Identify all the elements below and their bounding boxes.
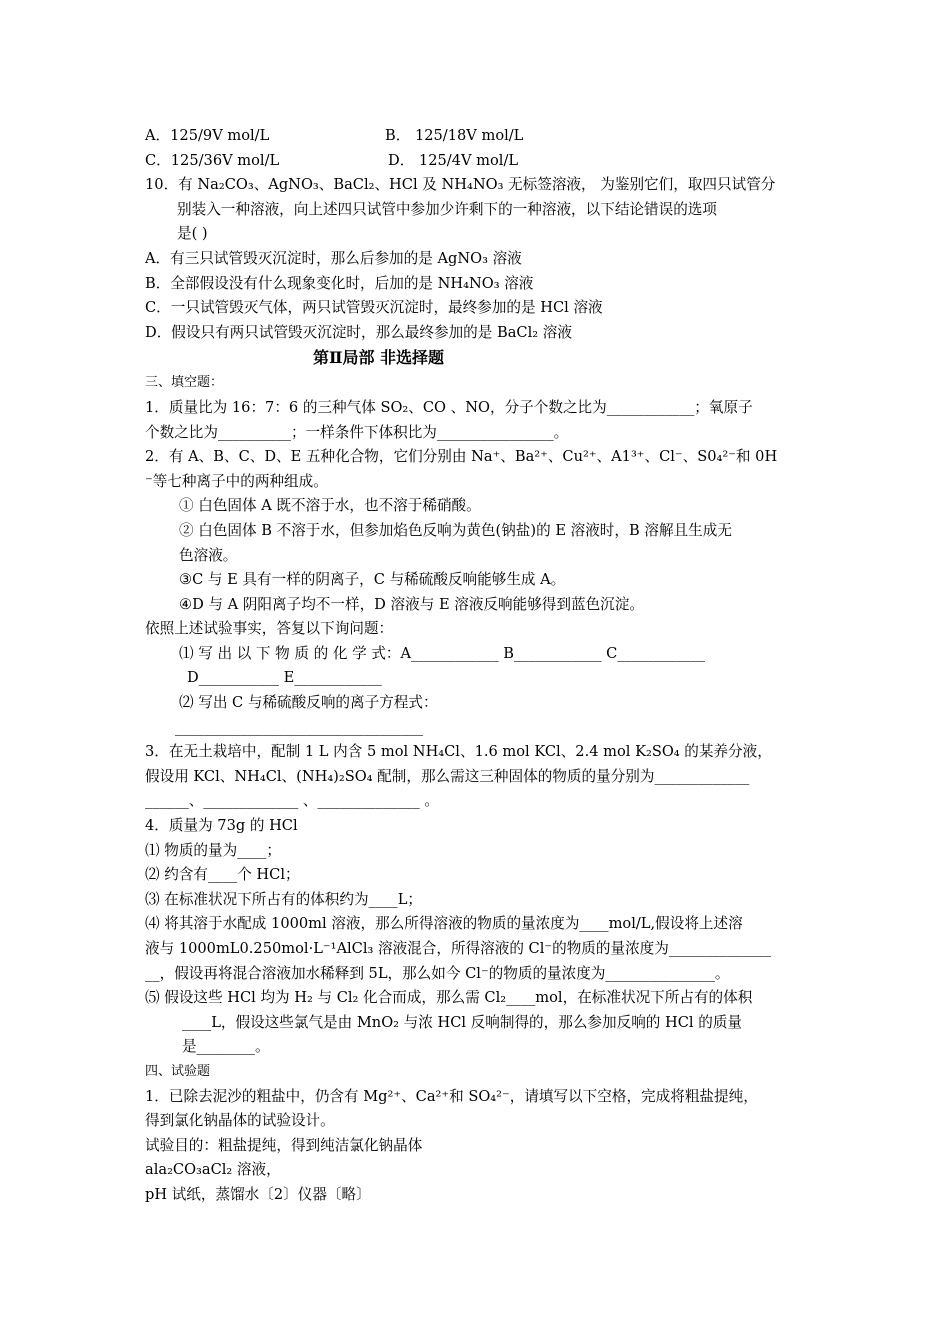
q10-stem-line-2: 别装入一种溶液，向上述四只试管中参加少许剩下的一种溶液，以下结论错误的选项: [177, 200, 717, 218]
fill-2-question-2-blank: __________________________________: [175, 718, 424, 736]
q10-option-c: C．一只试管毁灭气体，两只试管毁灭沉淀时，最终参加的是 HCl 溶液: [145, 299, 603, 317]
fill-2-question-1: ⑴ 写 出 以 下 物 质 的 化 学 式：A____________ B____________ C____________: [179, 644, 705, 662]
section-3-title: 三、填空题：: [145, 375, 224, 391]
fill-4-part-5c: 是________。: [182, 1038, 270, 1056]
fill-2-clue-2a: ② 白色固体 B 不溶于水，但参加焰色反响为黄色(钠盐)的 E 溶液时，B 溶解且生成无: [179, 521, 732, 539]
fill-4-part-4b: 液与 1000mL0.250mol·L⁻¹AlCl₃ 溶液混合，所得溶液的 Cl⁻的物质的量浓度为______________: [145, 940, 772, 957]
fill-2-clue-4: ④D 与 A 阴阳离子均不一样，D 溶液与 E 溶液反响能够得到蓝色沉淀。: [179, 595, 644, 613]
fill-4-part-5a: ⑸ 假设这些 HCl 均为 H₂ 与 Cl₂ 化合而成，那么需 Cl₂____mol，在标准状况下所占有的体积: [145, 989, 753, 1007]
fill-2-line-1: 2．有 A、B、C、D、E 五种化合物，它们分别由 Na⁺、Ba²⁺、Cu²⁺、A1³⁺、Cl⁻、S0₄²⁻和 0H: [145, 448, 778, 466]
fill-4-part-2: ⑵ 约含有____个 HCl；: [145, 866, 300, 884]
fill-3-line-3: ______、_____________ 、______________ 。: [145, 792, 439, 810]
fill-2-clue-2b: 色溶液。: [179, 546, 238, 564]
q9-option-d: D． 125/4V mol/L: [388, 151, 519, 169]
fill-4-part-3: ⑶ 在标准状况下所占有的体积约为____L；: [145, 890, 423, 908]
fill-2-question-1b: D___________ E____________: [187, 669, 382, 687]
q10-option-b: B．全部假设没有什么现象变化时，后加的是 NH₄NO₃ 溶液: [145, 274, 534, 292]
fill-2-intro: 依照上述试验事实，答复以下询问题：: [145, 620, 394, 638]
fill-4-part-1: ⑴ 物质的量为____；: [145, 841, 281, 859]
q9-option-b: B． 125/18V mol/L: [385, 127, 524, 144]
q9-options-row-1: [145, 124, 815, 149]
q9-option-a: A．125/9V mol/L: [145, 127, 270, 144]
q9-options-row-2: [145, 149, 815, 174]
fill-2-line-2: ⁻等七种离子中的两种组成。: [145, 472, 328, 490]
experiment-1-line-1: 1．已除去泥沙的粗盐中，仍含有 Mg²⁺、Ca²⁺和 SO₄²⁻，请填写以下空格，完成将粗盐提纯，: [145, 1087, 758, 1105]
fill-4-title: 4．质量为 73g 的 HCl: [145, 817, 298, 835]
experiment-1-line-4: ala₂CO₃aCl₂ 溶液，: [145, 1161, 281, 1179]
fill-4-part-4c: __，假设再将混合溶液加水稀释到 5L，那么如今 Cl⁻的物质的量浓度为_______________。: [145, 964, 730, 982]
fill-2-clue-1: ① 白色固体 A 既不溶于水，也不溶于稀硝酸。: [179, 497, 481, 515]
q9-option-c: C．125/36V mol/L: [145, 151, 280, 169]
q10-stem-line-3: 是( ): [177, 225, 208, 243]
q10-option-a: A．有三只试管毁灭沉淀时，那么后参加的是 AgNO₃ 溶液: [145, 249, 522, 267]
q10-stem-line-1: 10．有 Na₂CO₃、AgNO₃、BaCl₂、HCl 及 NH₄NO₃ 无标签溶液， 为鉴别它们，取四只试管分: [145, 176, 776, 194]
experiment-1-line-3: 试验目的：粗盐提纯，得到纯洁氯化钠晶体: [145, 1136, 423, 1154]
fill-1-line-1: 1．质量比为 16：7：6 的三种气体 SO₂、CO 、NO，分子个数之比为____________；氧原子: [145, 398, 753, 416]
fill-4-part-4a: ⑷ 将其溶于水配成 1000ml 溶液，那么所得溶液的物质的量浓度为____mol/L,假设将上述溶: [145, 915, 743, 933]
section-4-title: 四、试验题: [145, 1063, 211, 1079]
experiment-1-line-5: pH 试纸，蒸馏水〔2〕仪器〔略〕: [145, 1185, 371, 1203]
fill-3-line-2: 假设用 KCl、NH₄Cl、(NH₄)₂SO₄ 配制，那么需这三种固体的物质的量分别为_____________: [145, 767, 750, 785]
fill-1-line-2: 个数之比为__________；一样条件下体积比为________________。: [145, 423, 569, 441]
fill-2-question-2: ⑵ 写出 C 与稀硫酸反响的离子方程式：: [179, 694, 438, 712]
document-page: [145, 124, 815, 1208]
fill-3-line-1: 3．在无土栽培中，配制 1 L 内含 5 mol NH₄Cl、1.6 mol KCl、2.4 mol K₂SO₄ 的某养分液，: [145, 743, 772, 761]
experiment-1-line-2: 得到氯化钠晶体的试验设计。: [145, 1112, 335, 1130]
part-2-title: 第Ⅱ局部 非选择题: [313, 348, 445, 368]
fill-4-part-5b: ____L，假设这些氯气是由 MnO₂ 与浓 HCl 反响制得的，那么参加反响的 HCl 的质量: [182, 1013, 743, 1031]
q10-option-d: D．假设只有两只试管毁灭沉淀时，那么最终参加的是 BaCl₂ 溶液: [145, 323, 572, 341]
fill-2-clue-3: ③C 与 E 具有一样的阴离子，C 与稀硫酸反响能够生成 A。: [179, 571, 566, 589]
